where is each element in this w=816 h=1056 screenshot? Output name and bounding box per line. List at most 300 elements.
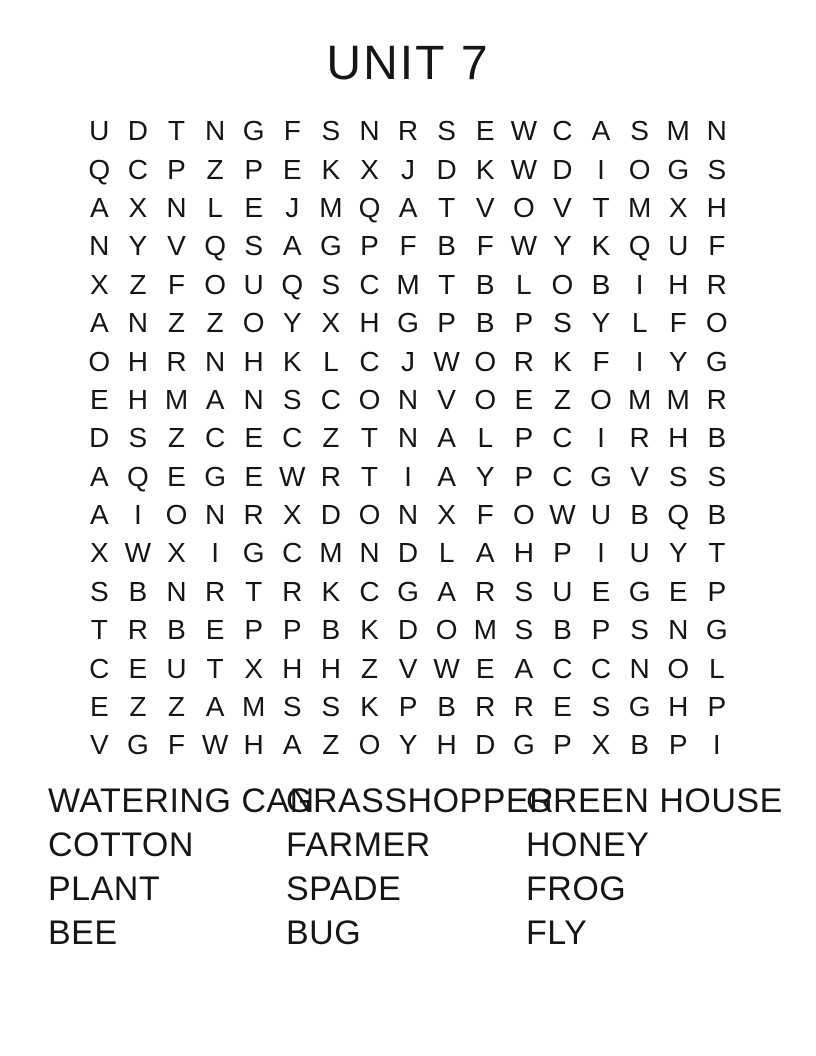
grid-letter: R (706, 383, 727, 415)
grid-letter: A (398, 191, 418, 223)
grid-letter: J (401, 345, 416, 377)
grid-letter: S (321, 268, 341, 300)
grid-letter: A (282, 230, 302, 262)
grid-letter: N (706, 115, 727, 147)
grid-letter: A (475, 537, 495, 569)
grid-letter: Z (167, 307, 186, 339)
grid-letter: E (591, 575, 611, 607)
grid-letter: A (89, 460, 109, 492)
grid-letter: S (514, 575, 534, 607)
grid-letter: R (629, 422, 650, 454)
grid-letter: U (89, 115, 110, 147)
grid-letter: L (323, 345, 339, 377)
grid-letter: P (553, 537, 572, 569)
grid-letter: O (435, 614, 458, 646)
grid-letter: F (592, 345, 610, 377)
grid-letter: R (282, 575, 303, 607)
grid-letter: G (319, 230, 342, 262)
grid-letter: Y (398, 729, 418, 761)
grid-letter: R (513, 345, 534, 377)
grid-letter: F (476, 499, 494, 531)
grid-letter: Q (204, 230, 226, 262)
grid-letter: P (244, 153, 264, 185)
grid-letter: P (514, 422, 534, 454)
grid-letter: W (279, 460, 306, 492)
grid-letter: F (476, 230, 494, 262)
grid-letter: R (320, 460, 341, 492)
grid-letter: P (514, 460, 534, 492)
grid-letter: E (282, 153, 302, 185)
grid-letter: G (204, 460, 226, 492)
grid-letter: O (358, 499, 381, 531)
word-list-item: GRASSHOPPER (286, 781, 555, 820)
page-title: UNIT 7 (326, 37, 490, 90)
grid-letter: C (552, 422, 573, 454)
grid-letter: R (475, 691, 496, 723)
grid-letter: E (244, 191, 264, 223)
grid-letter: R (513, 691, 534, 723)
grid-letter: T (360, 460, 378, 492)
grid-letter: O (551, 268, 574, 300)
grid-letter: H (243, 345, 264, 377)
word-list (48, 779, 783, 955)
grid-letter: W (510, 153, 538, 185)
grid-letter: Z (206, 153, 224, 185)
grid-letter: P (244, 614, 264, 646)
grid-letter: R (397, 115, 419, 147)
grid-letter: Z (167, 422, 186, 454)
grid-letter: S (321, 115, 341, 147)
grid-letter: T (167, 115, 186, 147)
grid-letter: V (437, 383, 456, 415)
grid-letter: O (667, 652, 690, 684)
word-list-item: GREEN HOUSE (526, 781, 783, 820)
grid-letter: E (553, 691, 572, 723)
grid-letter: P (707, 575, 727, 607)
grid-letter: T (245, 575, 263, 607)
grid-letter: S (282, 383, 302, 415)
grid-letter: A (205, 691, 225, 723)
grid-letter: B (475, 268, 495, 300)
grid-letter: N (204, 345, 226, 377)
grid-letter: I (597, 537, 605, 569)
grid-letter: N (204, 499, 226, 531)
grid-letter: V (630, 460, 649, 492)
grid-letter: P (707, 691, 727, 723)
grid-letter: H (706, 191, 727, 223)
grid-letter: O (358, 383, 381, 415)
word-list-item: COTTON (48, 825, 194, 864)
grid-letter: B (128, 575, 148, 607)
grid-letter: T (592, 191, 610, 223)
grid-letter: L (438, 537, 455, 569)
grid-letter: O (590, 383, 612, 415)
grid-letter: B (167, 614, 186, 646)
grid-letter: Z (129, 691, 147, 723)
grid-letter: Q (281, 268, 304, 300)
grid-letter: E (244, 460, 264, 492)
grid-letter: U (552, 575, 573, 607)
grid-letter: K (321, 153, 341, 185)
word-list-item: BUG (286, 913, 362, 952)
grid-letter: R (243, 499, 264, 531)
grid-letter: O (242, 307, 265, 339)
grid-letter: E (89, 691, 109, 723)
grid-letter: N (204, 115, 226, 147)
grid-letter: F (708, 230, 726, 262)
grid-letter: F (669, 307, 687, 339)
grid-letter: X (282, 499, 302, 531)
grid-letter: O (204, 268, 226, 300)
grid-letter: P (398, 691, 418, 723)
grid-letter: X (668, 191, 688, 223)
grid-letter: R (204, 575, 226, 607)
grid-letter: I (134, 499, 142, 531)
grid-letter: C (320, 383, 341, 415)
grid-letter: E (475, 115, 495, 147)
grid-letter: X (437, 499, 456, 531)
grid-letter: X (89, 537, 109, 569)
grid-letter: K (321, 575, 341, 607)
grid-letter: N (166, 191, 187, 223)
grid-letter: V (89, 729, 109, 761)
grid-letter: C (282, 422, 303, 454)
grid-letter: E (167, 460, 186, 492)
grid-letter: H (127, 345, 148, 377)
grid-letter: O (628, 153, 651, 185)
grid-letter: L (709, 652, 725, 684)
grid-letter: N (397, 499, 419, 531)
grid-letter: O (512, 191, 535, 223)
grid-letter: R (475, 575, 496, 607)
grid-letter: D (89, 422, 110, 454)
grid-letter: S (128, 422, 148, 454)
grid-letter: P (553, 729, 572, 761)
grid-letter: T (438, 191, 456, 223)
grid-letter: Y (591, 307, 611, 339)
grid-letter: D (436, 153, 457, 185)
grid-letter: B (437, 691, 456, 723)
grid-letter: C (359, 575, 380, 607)
grid-letter: E (244, 422, 264, 454)
grid-letter: I (597, 422, 605, 454)
grid-letter: N (629, 652, 650, 684)
grid-letter: Y (128, 230, 148, 262)
grid-letter: N (668, 614, 689, 646)
grid-letter: I (211, 537, 219, 569)
grid-letter: I (597, 153, 605, 185)
grid-letter: K (591, 230, 611, 262)
grid-letter: E (475, 652, 495, 684)
grid-letter: T (206, 652, 224, 684)
grid-letter: W (510, 230, 538, 262)
grid-letter: Y (668, 345, 688, 377)
grid-letter: O (165, 499, 188, 531)
grid-letter: M (627, 383, 652, 415)
grid-letter: X (360, 153, 379, 185)
grid-letter: U (629, 537, 650, 569)
grid-letter: X (128, 191, 148, 223)
grid-letter: L (477, 422, 494, 454)
grid-letter: U (590, 499, 612, 531)
grid-letter: H (668, 422, 689, 454)
grid-letter: G (397, 575, 419, 607)
grid-letter: X (89, 268, 109, 300)
grid-letter: N (243, 383, 264, 415)
grid-letter: G (397, 307, 419, 339)
grid-letter: S (244, 230, 264, 262)
grid-letter: E (89, 383, 109, 415)
grid-letter: G (242, 115, 265, 147)
grid-letter: A (591, 115, 611, 147)
grid-letter: Q (127, 460, 149, 492)
word-list-item: PLANT (48, 869, 161, 908)
grid-letter: B (553, 614, 572, 646)
word-list-item: SPADE (286, 869, 402, 908)
grid-letter: A (89, 307, 109, 339)
grid-letter: O (88, 345, 111, 377)
grid-letter: D (475, 729, 496, 761)
grid-letter: I (635, 268, 644, 300)
grid-letter: A (89, 191, 109, 223)
grid-letter: M (319, 537, 343, 569)
grid-letter: A (437, 575, 456, 607)
grid-letter: X (591, 729, 611, 761)
grid-letter: D (320, 499, 341, 531)
grid-letter: A (89, 499, 109, 531)
grid-letter: Z (206, 307, 224, 339)
grid-letter: S (514, 614, 534, 646)
grid-letter: S (89, 575, 109, 607)
grid-letter: C (282, 537, 303, 569)
grid-letter: V (167, 230, 186, 262)
grid-letter: Z (167, 691, 186, 723)
grid-letter: C (359, 268, 380, 300)
grid-letter: H (127, 383, 148, 415)
grid-letter: U (243, 268, 264, 300)
grid-letter: S (707, 153, 727, 185)
grid-letter: O (705, 307, 728, 339)
grid-letter: W (510, 115, 538, 147)
grid-letter: V (475, 191, 495, 223)
grid-letter: B (475, 307, 495, 339)
grid-letter: A (437, 422, 456, 454)
grid-letter: Y (668, 537, 688, 569)
grid-letter: A (205, 383, 225, 415)
grid-letter: F (167, 268, 186, 300)
grid-letter: V (553, 191, 572, 223)
grid-letter: O (358, 729, 381, 761)
grid-letter: M (164, 383, 189, 415)
grid-letter: Y (553, 230, 572, 262)
grid-letter: W (549, 499, 576, 531)
grid-letter: C (204, 422, 226, 454)
grid-letter: Z (129, 268, 147, 300)
grid-letter: Q (667, 499, 690, 531)
grid-letter: B (321, 614, 341, 646)
grid-letter: B (630, 499, 649, 531)
grid-letter: Y (282, 307, 302, 339)
grid-letter: E (514, 383, 534, 415)
grid-letter: M (319, 191, 343, 223)
grid-letter: W (201, 729, 229, 761)
grid-letter: W (124, 537, 152, 569)
grid-letter: W (433, 345, 460, 377)
grid-letter: C (590, 652, 612, 684)
grid-letter: N (397, 422, 419, 454)
grid-letter: D (127, 115, 148, 147)
grid-letter: H (668, 691, 689, 723)
grid-letter: H (436, 729, 457, 761)
grid-letter: D (397, 537, 419, 569)
grid-letter: O (474, 383, 497, 415)
grid-letter: K (553, 345, 572, 377)
grid-letter: Q (358, 191, 381, 223)
grid-letter: E (668, 575, 688, 607)
grid-letter: I (712, 729, 721, 761)
grid-letter: S (591, 691, 611, 723)
grid-letter: X (321, 307, 341, 339)
grid-letter: M (473, 614, 497, 646)
grid-letter: B (707, 422, 727, 454)
grid-letter: U (668, 230, 689, 262)
grid-letter: A (514, 652, 534, 684)
grid-letter: G (242, 537, 265, 569)
word-list-item: FROG (526, 869, 627, 908)
grid-letter: F (283, 115, 301, 147)
grid-letter: H (513, 537, 534, 569)
grid-letter: Y (475, 460, 495, 492)
grid-letter: X (244, 652, 264, 684)
grid-letter: C (552, 460, 573, 492)
grid-letter: E (128, 652, 148, 684)
grid-letter: K (360, 614, 379, 646)
grid-letter: B (630, 729, 649, 761)
grid-letter: E (205, 614, 225, 646)
grid-letter: B (707, 499, 727, 531)
grid-letter: Z (553, 383, 571, 415)
grid-letter: P (514, 307, 534, 339)
grid-letter: G (705, 345, 728, 377)
grid-letter: K (475, 153, 495, 185)
grid-letter: S (707, 460, 727, 492)
grid-letter: P (360, 230, 379, 262)
grid-letter: G (628, 691, 651, 723)
grid-letter: G (705, 614, 728, 646)
grid-letter: J (285, 191, 300, 223)
grid-letter: I (635, 345, 644, 377)
grid-letter: G (512, 729, 535, 761)
grid-letter: Z (322, 422, 340, 454)
grid-letter: Q (88, 153, 111, 185)
grid-letter: Z (360, 652, 378, 684)
grid-letter: I (404, 460, 412, 492)
grid-letter: S (668, 460, 688, 492)
grid-letter: L (631, 307, 648, 339)
grid-letter: P (591, 614, 611, 646)
grid-letter: M (242, 691, 266, 723)
grid-letter: M (396, 268, 420, 300)
grid-letter: A (282, 729, 302, 761)
grid-letter: N (359, 115, 380, 147)
grid-letter: C (552, 652, 573, 684)
word-list-item: HONEY (526, 825, 650, 864)
grid-letter: N (89, 230, 110, 262)
grid-letter: L (516, 268, 532, 300)
grid-letter: T (90, 614, 108, 646)
grid-letter: C (127, 153, 148, 185)
grid-letter: O (474, 345, 497, 377)
grid-letter: B (437, 230, 456, 262)
grid-letter: W (433, 652, 460, 684)
grid-letter: Q (628, 230, 651, 262)
word-list-item: BEE (48, 913, 118, 952)
grid-letter: S (437, 115, 456, 147)
grid-letter: S (282, 691, 302, 723)
grid-letter: O (512, 499, 535, 531)
grid-letter: T (438, 268, 456, 300)
grid-letter: K (360, 691, 379, 723)
grid-letter: G (667, 153, 690, 185)
grid-letter: T (708, 537, 726, 569)
grid-letter: J (401, 153, 416, 185)
grid-letter: H (282, 652, 303, 684)
word-list-item: FARMER (286, 825, 431, 864)
grid-letter: R (166, 345, 187, 377)
grid-letter: C (89, 652, 110, 684)
grid-letter: T (360, 422, 378, 454)
word-list-item: FLY (526, 913, 588, 952)
grid-letter: U (166, 652, 187, 684)
grid-letter: X (167, 537, 186, 569)
grid-letter: H (359, 307, 380, 339)
grid-letter: P (167, 153, 186, 185)
grid-letter: C (552, 115, 573, 147)
grid-letter: S (630, 115, 649, 147)
grid-letter: N (397, 383, 419, 415)
grid-letter: H (320, 652, 341, 684)
grid-letter: R (706, 268, 727, 300)
grid-letter: M (666, 383, 690, 415)
grid-letter: M (627, 191, 652, 223)
grid-letter: G (590, 460, 612, 492)
grid-letter: C (359, 345, 380, 377)
grid-letter: D (397, 614, 419, 646)
grid-letter: N (166, 575, 187, 607)
grid-letter: A (437, 460, 456, 492)
grid-letter: N (359, 537, 380, 569)
grid-letter: B (591, 268, 611, 300)
grid-letter: R (127, 614, 148, 646)
grid-letter: H (243, 729, 264, 761)
grid-letter: S (630, 614, 649, 646)
grid-letter: N (127, 307, 148, 339)
grid-letter: S (553, 307, 572, 339)
grid-letter: P (668, 729, 688, 761)
grid-letter: P (282, 614, 302, 646)
grid-letter: L (207, 191, 223, 223)
grid-letter: Z (322, 729, 340, 761)
grid-letter: V (398, 652, 418, 684)
word-list-item: WATERING CAN (48, 781, 315, 820)
grid-letter: P (437, 307, 456, 339)
grid-letter: G (127, 729, 149, 761)
grid-letter: F (167, 729, 186, 761)
grid-letter: M (666, 115, 690, 147)
grid-letter: H (668, 268, 689, 300)
grid-letter: D (552, 153, 573, 185)
word-search-grid (80, 112, 736, 765)
